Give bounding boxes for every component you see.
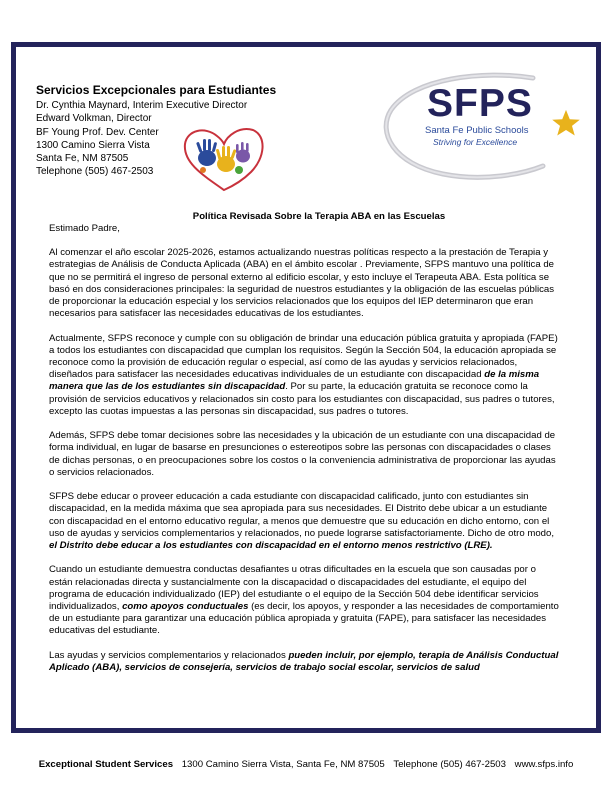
footer-website[interactable]: www.sfps.info [514,759,574,770]
heart-hands-icon [181,124,267,192]
city-state: Santa Fe, NM 87505 [36,153,129,165]
paragraph: Actualmente, SFPS reconoce y cumple con su obligación de brindar una educación pública gratuita y apropiada (FAPE) a todos los estudiantes con discapacidad que cumplan los requisitos. Según la Sección 504, la educación apropiada se reconoce como la provisión de educación regular o especial, así como de las ayudas y servicios relacionados, diseñados para satisfacer las necesidades educativas individuales de un estudiante con discapacidad de la misma manera que las de los estudiantes sin discapacidad. Por su parte, la educación gratuita se reconoce como la provisión de servicios educativos y relacionados sin costo para los estudiantes con discapacidad, sus padres o tutores, excepto las cuotas impuestas a las personas sin discapacidad, sus padres o tutores. [49,332,558,417]
department-name: Servicios Excepcionales para Estudiantes [36,83,277,97]
footer-phone: Telephone (505) 467-2503 [393,759,506,770]
director-line: Edward Volkman, Director [36,113,152,125]
greeting: Estimado Padre, [49,223,120,234]
telephone: Telephone (505) 467-2503 [36,166,154,178]
star-icon [551,108,581,138]
paragraph: Además, SFPS debe tomar decisiones sobre las necesidades y la ubicación de un estudiante con una discapacidad de forma individual, en lugar de basarse en presunciones o estereotipos sobre las personas con discapacidades o clases de dichas personas, o en preocupaciones sobre los costos o la conveniencia administrativa de proporcionar las ayudas o servicios relacionados. [49,430,556,478]
sfps-logo [383,70,585,180]
paragraph: Cuando un estudiante demuestra conductas desafiantes u otras dificultades en la escuela que son causadas por o están relacionadas directa y sustancialmente con la discapacidad o discapacidades del estudiante, el equipo del programa de educación individualizado (IEP) del estudiante o el equipo de la Sección 504 debe identificar servicios individualizados, como apoyos conductuales (es decir, los apoyos, y responder a las necesidades de comportamiento de un estudiante para garantizar una educación pública apropiada y gratuita (FAPE), para satisfacer las necesidades educativas del estudiante. [49,564,559,637]
director-line: Dr. Cynthia Maynard, Interim Executive Director [36,100,248,111]
paragraph: Al comenzar el año escolar 2025-2026, estamos actualizando nuestras políticas respecto a la prestación de Terapia y estrategias de Análisis de Conducta Aplicada (ABA) en el ámbito escolar . Previamente, SFPS mantuvo una política de que no se permitirá el ingreso de personal externo al edificio escolar, y esto incluye el Terapeuta ABA. Esta política se basó en dos consideraciones principales: la seguridad de nuestros estudiantes y la obligación de las escuelas públicas de proporcionar la educación especial y los servicios relacionados que los equipos del IEP determinaron que eran necesarios para satisfacer las necesidades educativas de los estudiantes. [49,247,555,320]
paragraph: Las ayudas y servicios complementarios y relacionados pueden incluir, por ejemplo, terapia de Análisis Conductual Aplicado (ABA), servicios de consejería, servicios de trabajo social escolar, servicios de salud [49,649,559,674]
logo-acronym: SFPS [427,82,533,125]
street-address: 1300 Camino Sierra Vista [36,139,150,151]
footer-department: Exceptional Student Services [38,759,174,770]
footer-address: 1300 Camino Sierra Vista, Santa Fe, NM 87505 [181,759,385,770]
letter-body [49,211,559,686]
page-footer [0,759,612,770]
logo-name: Santa Fe Public Schools [425,125,529,136]
logo-tagline: Striving for Excellence [433,137,518,147]
paragraph: SFPS debe educar o proveer educación a cada estudiante con discapacidad calificado, junto con estudiantes sin discapacidad, en la medida máxima que sea apropiada para sus necesidades. El Distrito debe ubicar a un estudiante con discapacidad en el entorno educativo regular, a menos que demuestre que su educación en dicho entorno, con el uso de ayudas y servicios complementarios y relacionados, no puede lograrse satisfactoriamente. Dicho de otro modo, el Distrito debe educar a los estudiantes con discapacidad en el entorno menos restrictivo (LRE). [49,491,555,552]
center-name: BF Young Prof. Dev. Center [36,126,159,138]
document-title: Política Revisada Sobre la Terapia ABA en las Escuelas [192,211,446,222]
